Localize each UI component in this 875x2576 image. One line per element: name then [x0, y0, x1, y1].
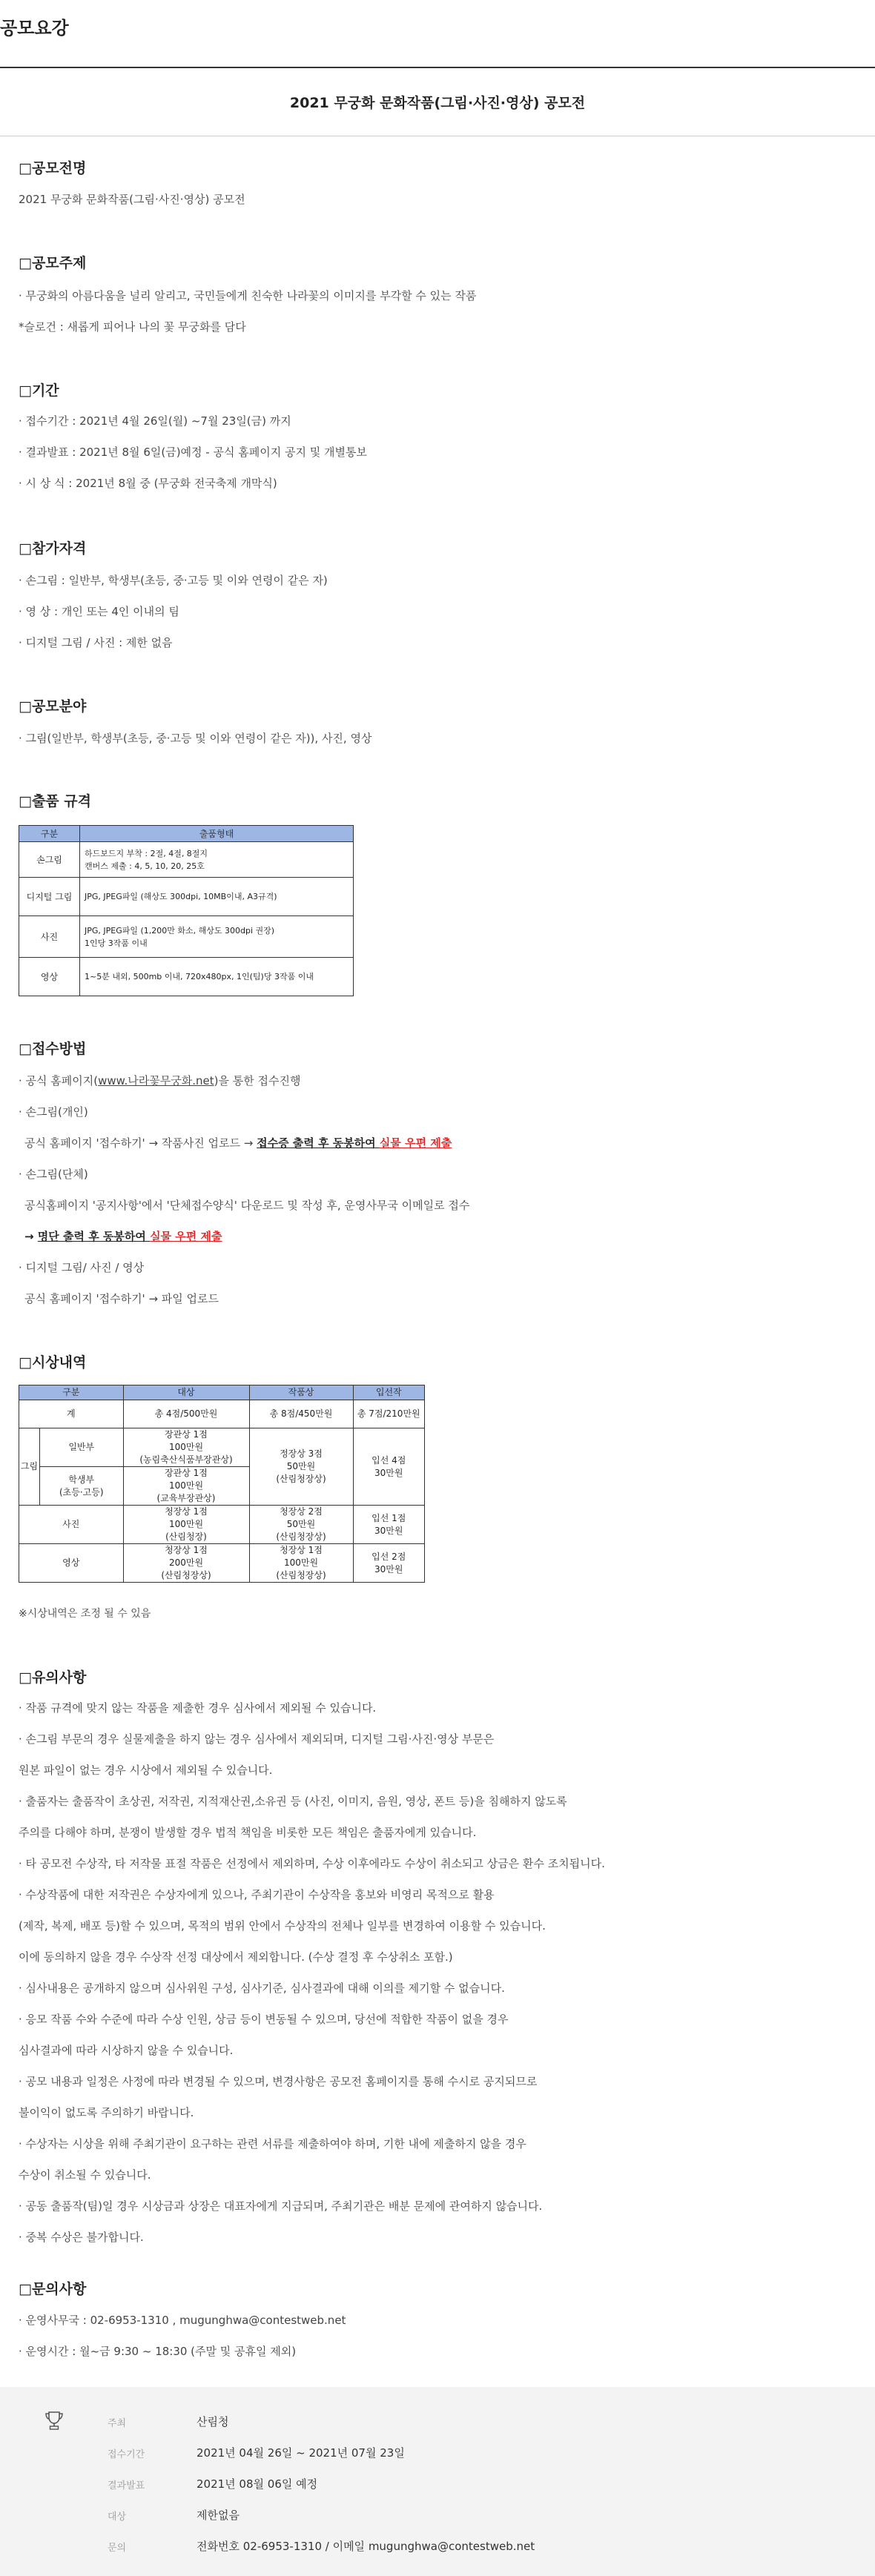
prize-cell-line: 청장상 2점 [280, 1506, 323, 1517]
spec-row [19, 878, 354, 916]
summary-value-contact: 전화번호 02-6953-1310 / 이메일 mugunghwa@contestweb.net [197, 2540, 535, 2553]
apply-line [24, 1135, 452, 1150]
spec-value-line: 캔버스 제출 : 4, 5, 10, 20, 25호 [85, 861, 205, 871]
notice-line: · 출품자는 출품작이 초상권, 저작권, 지적재산권,소유권 등 (사진, 이미지, 음원, 영상, 폰트 등)을 침해하지 않도록 [19, 1795, 567, 1808]
prize-cell-line: 200만원 [168, 1557, 204, 1568]
section-title-eligibility: □참가자격 [19, 540, 87, 557]
prize-cell-line: (산림청장상) [276, 1474, 326, 1484]
section-title-field: □공모분야 [19, 698, 87, 715]
prize-cell-line: (산림청장) [165, 1532, 207, 1542]
prize-cell-line: 50만원 [286, 1519, 316, 1529]
prize-label: 일반부 [40, 1428, 124, 1467]
summary-label-period: 접수기간 [108, 2449, 145, 2460]
notice-line: · 수상자는 시상을 위해 주최기관이 요구하는 관련 서류를 제출하여야 하며, 기한 내에 제출하지 않을 경우 [19, 2137, 526, 2150]
spec-header: 구분 [19, 826, 80, 842]
spec-value-line: 1인당 3작품 이내 [85, 938, 148, 948]
spec-label: 사진 [19, 916, 80, 958]
trophy-icon [43, 2409, 65, 2431]
summary-box [0, 2387, 875, 2576]
prize-header: 대상 [123, 1385, 249, 1400]
apply-emphasis: 명단 출력 후 동봉하여 [37, 1230, 151, 1243]
prize-cell-line: (산림청장상) [276, 1570, 326, 1580]
contest-name-text: 2021 무궁화 문화작품(그림·사진·영상) 공모전 [19, 193, 245, 206]
spec-row [19, 842, 354, 878]
notice-line: · 수상작품에 대한 저작권은 수상자에게 있으나, 주최기관이 수상작을 홍보와 비영리 목적으로 활용 [19, 1888, 495, 1901]
spec-value-line: 하드보드지 부착 : 2절, 4절, 8절지 [85, 848, 208, 858]
spec-row [19, 958, 354, 996]
prize-cell-line: 100만원 [283, 1557, 319, 1568]
eligibility-line: · 디지털 그림 / 사진 : 제한 없음 [19, 636, 173, 649]
summary-value-result: 2021년 08월 06일 예정 [197, 2477, 318, 2491]
section-title-apply: □접수방법 [19, 1041, 87, 1057]
spec-value [80, 842, 354, 878]
contact-line: · 운영시간 : 월~금 9:30 ~ 18:30 (주말 및 공휴일 제외) [19, 2345, 297, 2358]
period-line: · 결과발표 : 2021년 8월 6일(금)예정 - 공식 홈페이지 공지 및 개별통보 [19, 446, 367, 459]
prize-cell-line: 장관상 1점 [165, 1468, 208, 1478]
spec-value-line: JPG, JPEG파일 (1,200만 화소, 해상도 300dpi 권장) [85, 925, 275, 936]
homepage-link[interactable]: www.나라꽃무궁화.net [98, 1074, 214, 1087]
spec-header: 출품형태 [80, 826, 354, 842]
section-title-name: □공모전명 [19, 160, 87, 176]
prize-cell-line: (산림청장상) [276, 1532, 326, 1542]
spec-table [19, 825, 354, 996]
notice-line: 주의를 다해야 하며, 분쟁이 발생할 경우 법적 책임을 비롯한 모든 책임은 출품자에게 있습니다. [19, 1826, 477, 1839]
section-title-notice: □유의사항 [19, 1669, 87, 1686]
page-title: 공모요강 [0, 18, 69, 39]
prize-cell-line: 청장상 1점 [165, 1506, 208, 1517]
notice-line: 수상이 취소될 수 있습니다. [19, 2168, 151, 2182]
contest-title: 2021 무궁화 문화작품(그림·사진·영상) 공모전 [0, 68, 875, 136]
contact-line: · 운영사무국 : 02-6953-1310 , mugunghwa@contestweb.net [19, 2314, 346, 2327]
prize-label: 영상 [19, 1544, 124, 1583]
notice-line: 불이익이 없도록 주의하기 바랍니다. [19, 2106, 194, 2119]
apply-line [24, 1228, 222, 1244]
summary-label-target: 대상 [108, 2512, 127, 2523]
spec-label: 영상 [19, 958, 80, 996]
eligibility-line: · 손그림 : 일반부, 학생부(초등, 중·고등 및 이와 연령이 같은 자) [19, 574, 328, 587]
apply-line [19, 1073, 300, 1088]
summary-value-target: 제한없음 [197, 2509, 240, 2522]
prize-cell-line: 30만원 [374, 1525, 403, 1536]
section-title-prize: □시상내역 [19, 1354, 87, 1371]
prize-cell: 총 7점/210만원 [353, 1400, 425, 1428]
prize-header: 입선작 [353, 1385, 425, 1400]
prize-label-line: (초등·고등) [59, 1486, 104, 1497]
prize-row-video [19, 1544, 425, 1583]
prize-label: 계 [19, 1400, 124, 1428]
prize-cell-line: 100만원 [168, 1519, 204, 1529]
notice-line: 심사결과에 따라 시상하지 않을 수 있습니다. [19, 2044, 234, 2057]
prize-cell [353, 1428, 425, 1506]
notice-line: (제작, 복제, 배포 등)할 수 있으며, 목적의 범위 안에서 수상작의 전체나 일부를 변경하여 이용할 수 있습니다. [19, 1919, 546, 1933]
prize-cell [249, 1506, 353, 1544]
eligibility-line: · 영 상 : 개인 또는 4인 이내의 팀 [19, 605, 179, 618]
notice-line: · 작품 규격에 맞지 않는 작품을 제출한 경우 심사에서 제외될 수 있습니다. [19, 1701, 377, 1715]
apply-emphasis-red: 실물 우편 제출 [150, 1230, 222, 1243]
prize-row-general [19, 1428, 425, 1467]
prize-cell-line: (산림청장상) [161, 1570, 211, 1580]
theme-line: · 무궁화의 아름다움을 널리 알리고, 국민들에게 친숙한 나라꽃의 이미지를 부각할 수 있는 작품 [19, 289, 477, 302]
prize-cell [353, 1544, 425, 1583]
summary-label-result: 결과발표 [108, 2480, 145, 2491]
prize-header: 구분 [19, 1385, 124, 1400]
summary-label-contact: 문의 [108, 2543, 127, 2554]
prize-cell-line: 100만원 [168, 1442, 204, 1452]
prize-cell [353, 1506, 425, 1544]
spec-label: 손그림 [19, 842, 80, 878]
spec-label: 디지털 그림 [19, 878, 80, 916]
spec-value: JPG, JPEG파일 (해상도 300dpi, 10MB이내, A3규격) [80, 878, 354, 916]
prize-cell-line: 청장상 1점 [280, 1545, 323, 1555]
apply-line: · 손그림(단체) [19, 1168, 88, 1181]
section-title-theme: □공모주제 [19, 255, 87, 271]
notice-line: · 응모 작품 수와 수준에 따라 수상 인원, 상금 등이 변동될 수 있으며, 당선에 적합한 작품이 없을 경우 [19, 2013, 509, 2026]
prize-cell-line: 입선 2점 [372, 1551, 406, 1562]
prize-cell-line: 청장상 1점 [165, 1545, 208, 1555]
prize-group-label: 그림 [19, 1428, 40, 1506]
notice-line: · 심사내용은 공개하지 않으며 심사위원 구성, 심사기준, 심사결과에 대해 이의를 제기할 수 없습니다. [19, 1981, 505, 1995]
prize-cell-line: 50만원 [286, 1461, 316, 1471]
notice-line: 원본 파일이 없는 경우 시상에서 제외될 수 있습니다. [19, 1764, 273, 1777]
apply-line: · 손그림(개인) [19, 1105, 88, 1119]
prize-cell [249, 1428, 353, 1506]
prize-cell-line: 입선 4점 [372, 1454, 406, 1466]
summary-value-host: 산림청 [197, 2415, 229, 2428]
prize-cell: 총 4점/500만원 [123, 1400, 249, 1428]
prize-cell [123, 1506, 249, 1544]
prize-cell-line: 정장상 3점 [280, 1448, 323, 1459]
apply-line: 공식 홈페이지 '접수하기' → 파일 업로드 [24, 1292, 219, 1305]
theme-slogan: *슬로건 : 새롭게 피어나 나의 꽃 무궁화를 담다 [19, 320, 246, 334]
spec-value: 1~5분 내외, 500mb 이내, 720x480px, 1인(팀)당 3작품 이내 [80, 958, 354, 996]
prize-cell-line: 100만원 [168, 1480, 204, 1491]
prize-cell-line: 장관상 1점 [165, 1429, 208, 1440]
prize-cell [123, 1467, 249, 1506]
prize-cell-line: 입선 1점 [372, 1512, 406, 1523]
summary-label-host: 주최 [108, 2418, 127, 2429]
prize-cell: 총 8점/450만원 [249, 1400, 353, 1428]
prize-cell-line: 30만원 [374, 1563, 403, 1575]
prize-note: ※시상내역은 조정 될 수 있음 [19, 1608, 151, 1620]
apply-text: · 공식 홈페이지( [19, 1074, 99, 1087]
spec-row [19, 916, 354, 958]
section-title-contact: □문의사항 [19, 2281, 87, 2297]
section-title-spec: □출품 규격 [19, 793, 91, 809]
apply-text: 공식 홈페이지 '접수하기' → 작품사진 업로드 → [24, 1136, 257, 1150]
spec-value [80, 916, 354, 958]
notice-line: · 공동 출품작(팀)일 경우 시상금과 상장은 대표자에게 지급되며, 주최기관은 배분 문제에 관여하지 않습니다. [19, 2199, 543, 2213]
apply-line: 공식홈페이지 '공지사항'에서 '단체접수양식' 다운로드 및 작성 후, 운영사무국 이메일로 접수 [24, 1199, 470, 1212]
prize-table [19, 1385, 425, 1583]
notice-line: · 공모 내용과 일정은 사정에 따라 변경될 수 있으며, 변경사항은 공모전 홈페이지를 통해 수시로 공지되므로 [19, 2075, 538, 2088]
summary-value-period: 2021년 04월 26일 ~ 2021년 07월 23일 [197, 2446, 405, 2460]
prize-label: 사진 [19, 1506, 124, 1544]
section-title-period: □기간 [19, 383, 59, 399]
prize-cell-line: 30만원 [374, 1467, 403, 1478]
notice-line: · 중복 수상은 불가합니다. [19, 2231, 144, 2244]
notice-line: · 타 공모전 수상작, 타 저작물 표절 작품은 선정에서 제외하며, 수상 이후에라도 수상이 취소되고 상금은 환수 조치됩니다. [19, 1857, 605, 1870]
apply-text: )을 통한 접수진행 [214, 1074, 301, 1087]
prize-cell-line: (농림축산식품부장관상) [139, 1454, 233, 1465]
notice-line: · 손그림 부문의 경우 실물제출을 하지 않는 경우 심사에서 제외되며, 디지털 그림·사진·영상 부문은 [19, 1732, 495, 1746]
notice-line: 이에 동의하지 않을 경우 수상작 선정 대상에서 제외합니다. (수상 결정 후 수상취소 포함.) [19, 1950, 453, 1964]
period-line: · 접수기간 : 2021년 4월 26일(월) ~7월 23일(금) 까지 [19, 414, 291, 428]
prize-cell-line: (교육부장관상) [156, 1493, 216, 1503]
apply-emphasis-red: 실물 우편 제출 [379, 1136, 452, 1150]
apply-line: · 디지털 그림/ 사진 / 영상 [19, 1261, 145, 1274]
prize-cell [123, 1544, 249, 1583]
field-text: · 그림(일반부, 학생부(초등, 중·고등 및 이와 연령이 같은 자)), 사진, 영상 [19, 732, 372, 745]
prize-row-photo [19, 1506, 425, 1544]
prize-header: 작품상 [249, 1385, 353, 1400]
arrow-text: → [24, 1230, 38, 1243]
prize-cell [249, 1544, 353, 1583]
prize-cell [123, 1428, 249, 1467]
prize-row-total [19, 1400, 425, 1428]
period-line: · 시 상 식 : 2021년 8월 중 (무궁화 전국축제 개막식) [19, 477, 277, 490]
prize-label-line: 학생부 [68, 1474, 95, 1485]
apply-emphasis: 접수증 출력 후 동봉하여 [257, 1136, 380, 1150]
prize-label [40, 1467, 124, 1506]
